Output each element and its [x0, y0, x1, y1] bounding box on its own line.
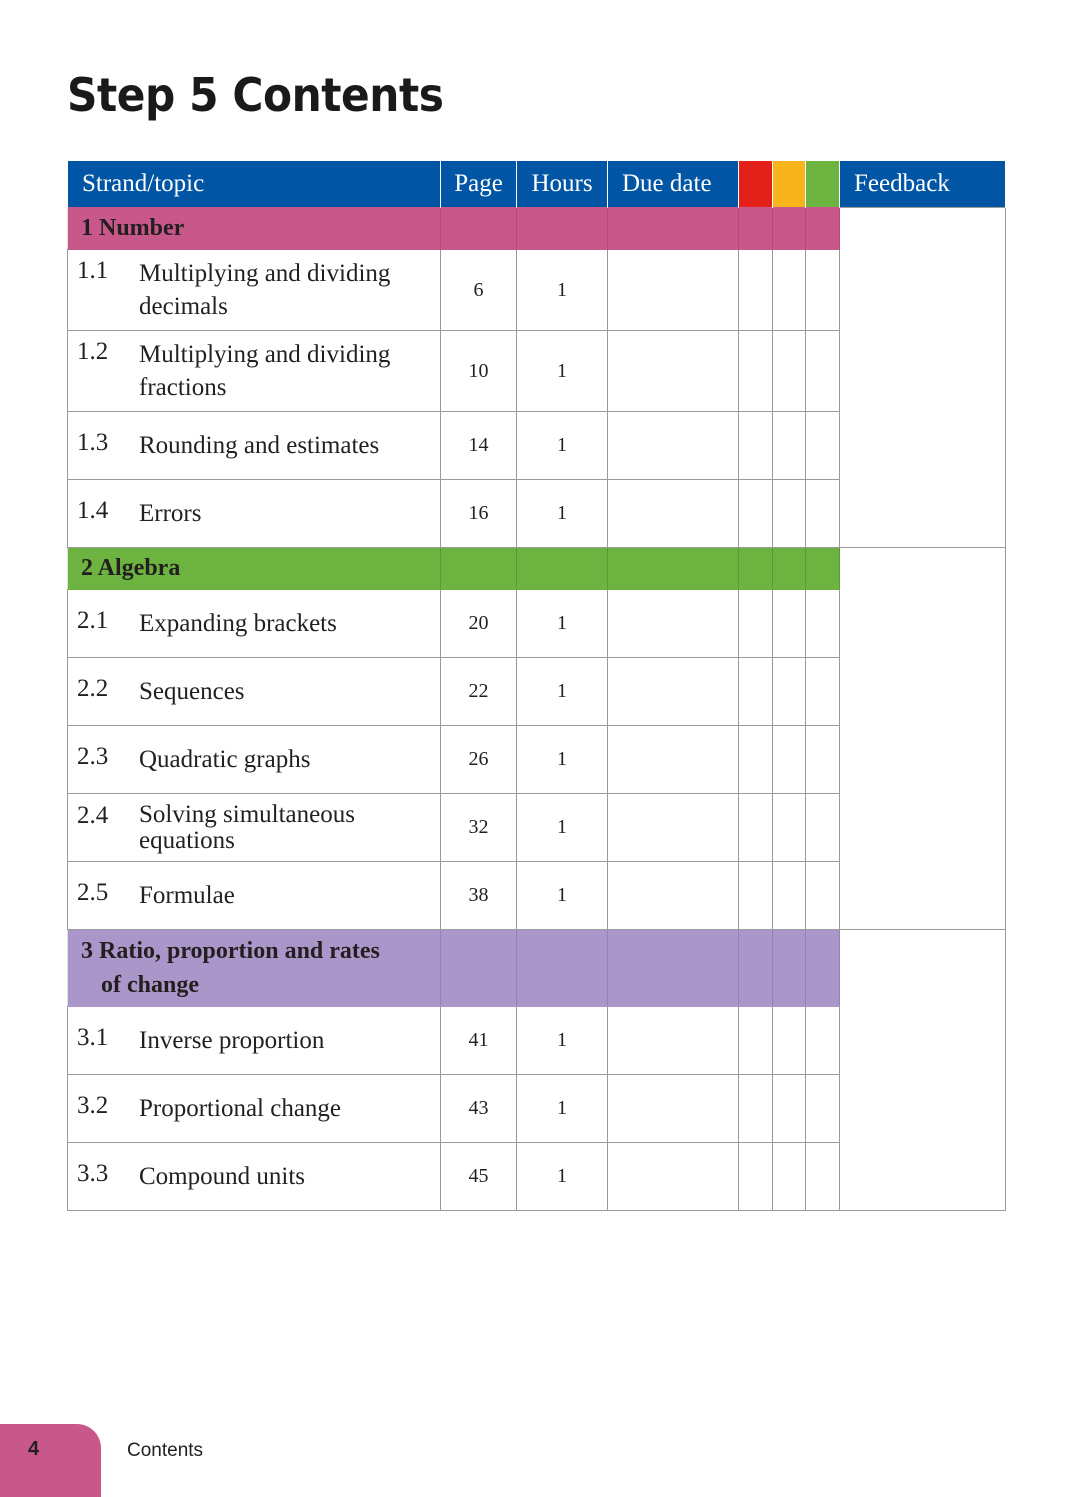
rag-red-cell[interactable] — [739, 331, 773, 412]
header-strand-topic: Strand/topic — [68, 161, 441, 208]
rag-red-cell[interactable] — [739, 480, 773, 548]
topic-name: Expanding brackets — [139, 610, 337, 637]
topic-number: 3.1 — [77, 1024, 109, 1051]
rag-amber-cell[interactable] — [773, 412, 806, 480]
topic-number: 1.2 — [77, 338, 109, 365]
topic-hours: 1 — [517, 590, 608, 658]
topic-page: 41 — [441, 1007, 517, 1075]
topic-number: 3.3 — [77, 1160, 109, 1187]
topic-name: Multiplying and dividing fractions — [139, 341, 391, 401]
topic-number: 3.2 — [77, 1092, 109, 1119]
rag-green-cell[interactable] — [806, 794, 840, 862]
rag-red-cell[interactable] — [739, 726, 773, 794]
rag-amber-cell[interactable] — [773, 250, 806, 331]
topic-hours: 1 — [517, 412, 608, 480]
topic-page: 16 — [441, 480, 517, 548]
due-date-cell[interactable] — [608, 658, 739, 726]
due-date-cell[interactable] — [608, 331, 739, 412]
topic-hours: 1 — [517, 1007, 608, 1075]
rag-green-cell[interactable] — [806, 658, 840, 726]
strand-label-line2: of change — [101, 972, 199, 998]
header-due-date: Due date — [608, 161, 739, 208]
topic-page: 32 — [441, 794, 517, 862]
topic-hours: 1 — [517, 726, 608, 794]
rag-red-cell[interactable] — [739, 658, 773, 726]
due-date-cell[interactable] — [608, 794, 739, 862]
topic-page: 10 — [441, 331, 517, 412]
topic-number: 1.3 — [77, 429, 109, 456]
footer-page-tab — [0, 1424, 101, 1497]
rag-red-cell[interactable] — [739, 1143, 773, 1211]
rag-amber-cell[interactable] — [773, 1143, 806, 1211]
topic-hours: 1 — [517, 1075, 608, 1143]
strand-label: 2 Algebra — [68, 548, 441, 590]
topic-page: 22 — [441, 658, 517, 726]
topic-number: 1.1 — [77, 257, 109, 284]
topic-number: 2.4 — [77, 801, 109, 829]
header-hours: Hours — [517, 161, 608, 208]
rag-green-cell[interactable] — [806, 412, 840, 480]
topic-page: 45 — [441, 1143, 517, 1211]
header-row — [68, 161, 1006, 208]
page-number: 4 — [28, 1438, 40, 1460]
strand-row-algebra — [68, 548, 1006, 590]
topic-name: Errors — [139, 500, 202, 527]
topic-page: 43 — [441, 1075, 517, 1143]
due-date-cell[interactable] — [608, 1143, 739, 1211]
strand-label: 1 Number — [68, 208, 441, 250]
rag-red-cell[interactable] — [739, 794, 773, 862]
topic-number: 2.1 — [77, 607, 109, 634]
strand-row-number — [68, 208, 1006, 250]
topic-hours: 1 — [517, 794, 608, 862]
rag-amber-swatch — [773, 161, 806, 208]
rag-green-cell[interactable] — [806, 250, 840, 331]
rag-green-cell[interactable] — [806, 480, 840, 548]
rag-amber-cell[interactable] — [773, 480, 806, 548]
topic-number: 2.3 — [77, 743, 109, 770]
rag-red-swatch — [739, 161, 773, 208]
rag-green-cell[interactable] — [806, 1007, 840, 1075]
due-date-cell[interactable] — [608, 250, 739, 331]
header-feedback: Feedback — [840, 161, 1006, 208]
topic-name: Inverse proportion — [139, 1027, 325, 1054]
feedback-cell[interactable] — [840, 208, 1006, 548]
due-date-cell[interactable] — [608, 1075, 739, 1143]
rag-red-cell[interactable] — [739, 1075, 773, 1143]
rag-amber-cell[interactable] — [773, 590, 806, 658]
feedback-cell[interactable] — [840, 930, 1006, 1211]
rag-green-cell[interactable] — [806, 862, 840, 930]
rag-red-cell[interactable] — [739, 250, 773, 331]
strand-label — [68, 930, 441, 1007]
topic-page: 14 — [441, 412, 517, 480]
rag-amber-cell[interactable] — [773, 794, 806, 862]
due-date-cell[interactable] — [608, 412, 739, 480]
topic-page: 6 — [441, 250, 517, 331]
due-date-cell[interactable] — [608, 480, 739, 548]
topic-name: Formulae — [139, 882, 235, 909]
topic-page: 38 — [441, 862, 517, 930]
topic-page: 20 — [441, 590, 517, 658]
rag-green-cell[interactable] — [806, 1075, 840, 1143]
topic-number: 2.2 — [77, 675, 109, 702]
topic-page: 26 — [441, 726, 517, 794]
strand-label-line1: 3 Ratio, proportion and rates — [81, 938, 380, 964]
rag-green-cell[interactable] — [806, 331, 840, 412]
rag-red-cell[interactable] — [739, 590, 773, 658]
topic-hours: 1 — [517, 250, 608, 331]
rag-amber-cell[interactable] — [773, 331, 806, 412]
topic-name: Solving simultaneous equations — [139, 800, 355, 854]
due-date-cell[interactable] — [608, 862, 739, 930]
topic-number: 1.4 — [77, 497, 109, 524]
rag-green-cell[interactable] — [806, 1143, 840, 1211]
rag-green-cell[interactable] — [806, 726, 840, 794]
strand-row-ratio — [68, 930, 1006, 1007]
rag-green-swatch — [806, 161, 840, 208]
rag-red-cell[interactable] — [739, 1007, 773, 1075]
rag-amber-cell[interactable] — [773, 658, 806, 726]
due-date-cell[interactable] — [608, 726, 739, 794]
topic-name: Sequences — [139, 678, 245, 705]
topic-name: Proportional change — [139, 1095, 342, 1122]
topic-hours: 1 — [517, 658, 608, 726]
topic-name: Quadratic graphs — [139, 746, 311, 773]
topic-name: Multiplying and dividing decimals — [139, 260, 391, 320]
topic-hours: 1 — [517, 1143, 608, 1211]
topic-hours: 1 — [517, 862, 608, 930]
due-date-cell[interactable] — [608, 1007, 739, 1075]
page-title: Step 5 Contents — [67, 68, 444, 122]
rag-red-cell[interactable] — [739, 862, 773, 930]
footer-section-label: Contents — [127, 1440, 204, 1461]
topic-name: Compound units — [139, 1163, 305, 1190]
rag-amber-cell[interactable] — [773, 1007, 806, 1075]
rag-amber-cell[interactable] — [773, 726, 806, 794]
rag-green-cell[interactable] — [806, 590, 840, 658]
rag-red-cell[interactable] — [739, 412, 773, 480]
due-date-cell[interactable] — [608, 590, 739, 658]
topic-name: Rounding and estimates — [139, 432, 380, 459]
feedback-cell[interactable] — [840, 548, 1006, 930]
header-page: Page — [441, 161, 517, 208]
topic-hours: 1 — [517, 331, 608, 412]
contents-table — [67, 160, 1006, 1211]
topic-hours: 1 — [517, 480, 608, 548]
topic-number: 2.5 — [77, 879, 109, 906]
rag-amber-cell[interactable] — [773, 862, 806, 930]
rag-amber-cell[interactable] — [773, 1075, 806, 1143]
